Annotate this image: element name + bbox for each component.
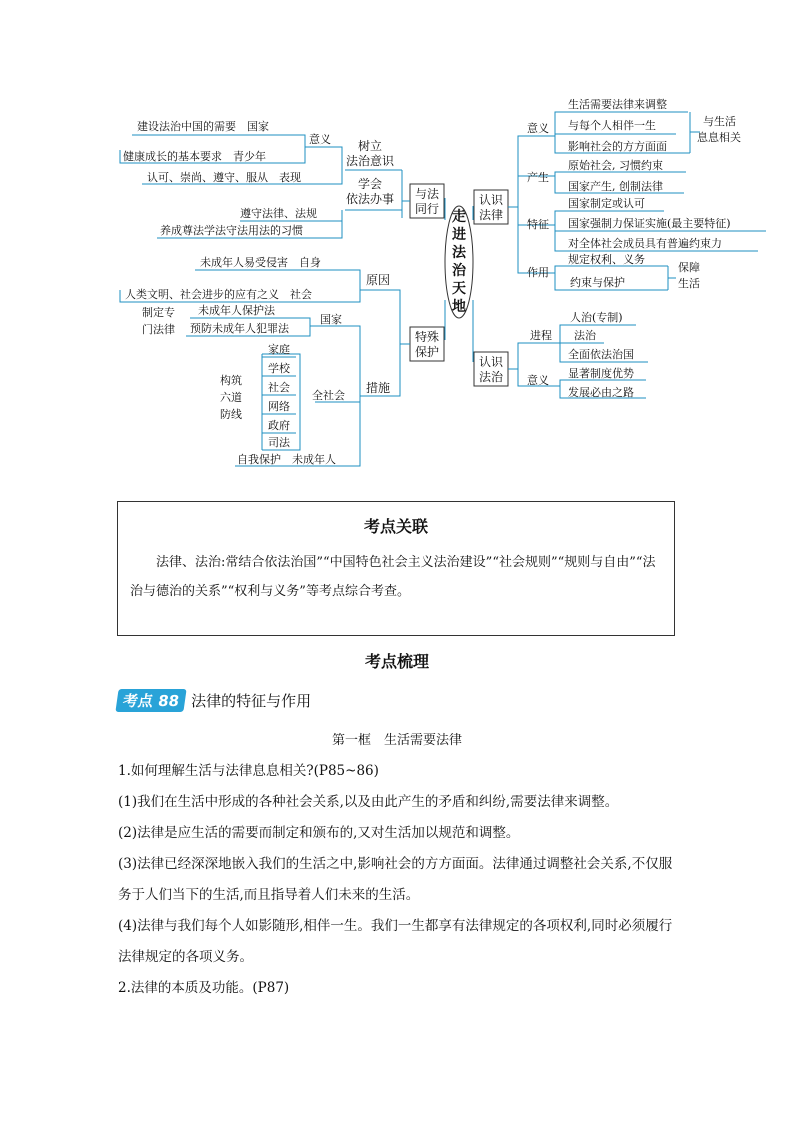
renshi-falv-l1: 认识 [478, 193, 504, 207]
kaodian-header [117, 688, 311, 712]
section-title: 考点梳理 [364, 652, 429, 671]
law-2: 预防未成年人犯罪法 [190, 322, 289, 335]
r-role-1: 规定权利、义务 [568, 253, 645, 266]
r-process-3: 全面依法治国 [568, 348, 634, 361]
reason-item-2: 人类文明、社会进步的应有之义 社会 [125, 288, 312, 301]
r-meaning-2: 与每个人相伴一生 [568, 119, 656, 132]
six-2: 学校 [268, 362, 290, 375]
r-meaning-3: 影响社会的方方面面 [568, 140, 667, 153]
paragraph-1: 1.如何理解生活与法律息息相关?(P85~86) [118, 763, 379, 779]
meaning-label-left: 意义 [309, 133, 331, 146]
r-process-2: 法治 [574, 329, 596, 342]
center-char-1: 走 [452, 209, 466, 225]
sub-shuli-l2: 法治意识 [345, 154, 395, 168]
renshi-fazhi-l1: 认识 [478, 355, 504, 369]
six-line-1: 构筑 [220, 374, 242, 387]
r-meaning-note-l1: 与生活 [703, 115, 736, 128]
r-process-label: 进程 [530, 329, 552, 342]
six-6: 司法 [268, 436, 290, 449]
center-char-3: 法 [452, 245, 466, 261]
six-3: 社会 [268, 381, 290, 394]
r-origin-1: 原始社会, 习惯约束 [568, 159, 663, 172]
renshi-fazhi-l2: 法治 [478, 370, 504, 384]
r-fazhi-meaning-label: 意义 [527, 374, 549, 387]
r-meaning-note-l2: 息息相关 [697, 131, 741, 144]
sub-shuli-l1: 树立 [357, 139, 383, 153]
paragraph-5: (4)法律与我们每个人如影随形,相伴一生。我们一生都享有法律规定的各项权利,同时必须履行法律规定的各项义务。 [118, 918, 673, 965]
paragraph-4: (3)法律已经深深地嵌入我们的生活之中,影响社会的方方面面。法律通过调整社会关系,不仅服务于人们当下的生活,而且指导着人们未来的生活。 [118, 856, 673, 903]
kaodian-title: 法律的特征与作用 [191, 691, 312, 710]
yufa-l1: 与法 [414, 187, 440, 201]
six-5: 政府 [268, 419, 290, 432]
six-1: 家庭 [268, 343, 290, 356]
r-feature-2: 国家强制力保证实施(最主要特征) [568, 217, 731, 230]
six-line-3: 防线 [220, 408, 242, 421]
left-item-1: 建设法治中国的需要 国家 [137, 120, 269, 133]
six-line-2: 六道 [220, 391, 242, 404]
r-feature-label: 特征 [527, 218, 549, 231]
r-meaning-1: 生活需要法律来调整 [568, 98, 667, 111]
sub-xuehui-l1: 学会 [357, 177, 383, 191]
self-protect: 自我保护 未成年人 [237, 453, 336, 466]
r-feature-1: 国家制定或认可 [568, 197, 645, 210]
r-role-note-l2: 生活 [678, 277, 700, 290]
kaodian-guanlian-body: 法律、法治:常结合依法治国”“中国特色社会主义法治建设”“社会规则”“规则与自由”“法治与德治的关系”“权利与义务”等考点综合考查。 [130, 555, 656, 599]
left-item-5: 养成尊法学法守法用法的习惯 [160, 224, 303, 237]
r-origin-label: 产生 [527, 171, 549, 184]
r-origin-2: 国家产生, 创制法律 [568, 180, 663, 193]
r-process-1: 人治(专制) [570, 311, 623, 324]
six-4: 网络 [268, 400, 290, 413]
r-role-note-l1: 保障 [678, 261, 700, 274]
sub-xuehui-l2: 依法办事 [345, 192, 395, 206]
yufa-l2: 同行 [414, 202, 440, 216]
left-item-3: 认可、崇尚、遵守、服从 表现 [147, 171, 301, 184]
kaodian-badge: 考点 88 [115, 689, 186, 712]
teshu-l1: 特殊 [414, 330, 440, 344]
state-prefix-l2: 门法律 [142, 323, 175, 336]
center-char-4: 治 [452, 263, 466, 279]
state-label: 国家 [320, 313, 342, 326]
center-char-5: 天 [452, 281, 466, 297]
paragraph-6: 2.法律的本质及功能。(P87) [118, 980, 290, 996]
state-prefix-l1: 制定专 [142, 306, 175, 319]
kaodian-guanlian-title: 考点关联 [363, 517, 428, 536]
kaodian-guanlian-box [117, 501, 675, 636]
paragraph-3: (2)法律是应生活的需要而制定和颁布的,又对生活加以规范和调整。 [118, 825, 520, 841]
reason-item-1: 未成年人易受侵害 自身 [200, 256, 321, 269]
left-item-4: 遵守法律、法规 [240, 207, 317, 220]
r-fazhi-meaning-1: 显著制度优势 [568, 367, 634, 380]
teshu-l2: 保护 [414, 345, 440, 359]
paragraph-2: (1)我们在生活中形成的各种社会关系,以及由此产生的矛盾和纠纷,需要法律来调整。 [118, 794, 619, 810]
r-meaning-label: 意义 [527, 122, 549, 135]
center-char-2: 进 [452, 227, 466, 243]
r-role-2: 约束与保护 [570, 276, 625, 289]
center-char-6: 地 [452, 299, 466, 315]
subsection-title: 第一框 生活需要法律 [331, 733, 462, 748]
society-label: 全社会 [312, 389, 345, 402]
r-fazhi-meaning-2: 发展必由之路 [568, 386, 634, 399]
reason-label: 原因 [365, 273, 391, 287]
r-feature-3: 对全体社会成员具有普遍约束力 [568, 237, 722, 250]
left-item-2: 健康成长的基本要求 青少年 [123, 150, 266, 163]
law-1: 未成年人保护法 [198, 304, 275, 317]
r-role-label: 作用 [527, 266, 549, 279]
renshi-falv-l2: 法律 [478, 208, 504, 222]
measures-label: 措施 [365, 381, 391, 395]
mind-map [0, 0, 794, 480]
